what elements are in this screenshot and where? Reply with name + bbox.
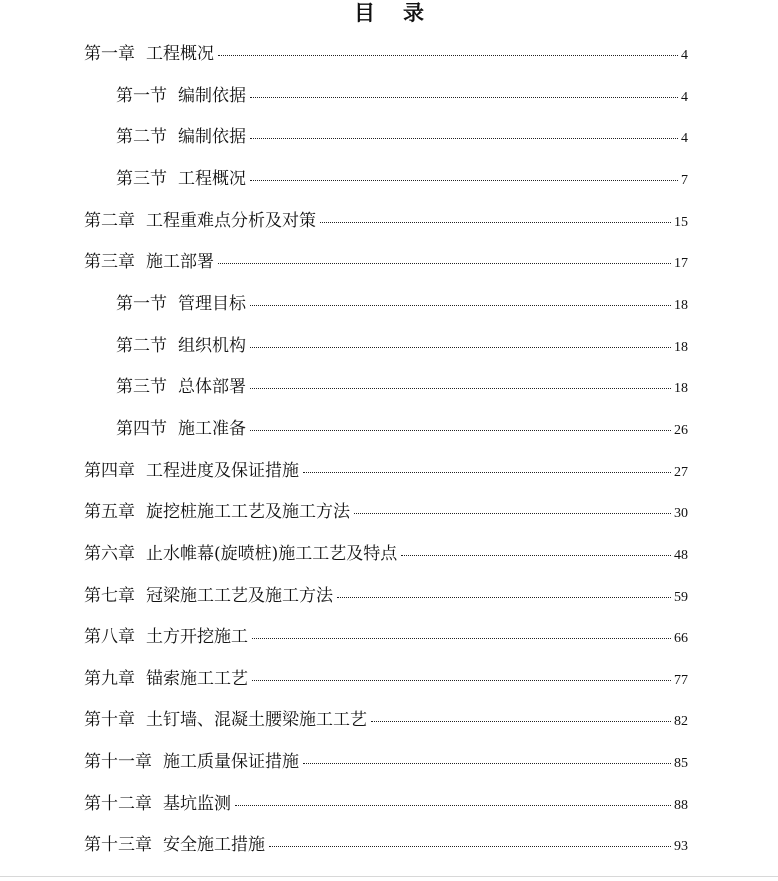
- toc-entry-leader-dots: [303, 472, 671, 473]
- toc-entry-title: 施工质量保证措施: [163, 752, 299, 772]
- toc-entry-number: 第二节: [116, 127, 167, 147]
- toc-entry-leader-dots: [371, 721, 671, 722]
- toc-entry[interactable]: [116, 125, 688, 149]
- toc-entry-title: 旋挖桩施工工艺及施工方法: [146, 502, 350, 522]
- toc-entry-title: 施工准备: [178, 419, 246, 439]
- toc-entry[interactable]: [116, 292, 688, 316]
- toc-entry-leader-dots: [250, 97, 678, 98]
- toc-entry[interactable]: [84, 500, 688, 524]
- toc-entry-leader-dots: [250, 180, 678, 181]
- toc-entry-title: 锚索施工工艺: [146, 669, 248, 689]
- toc-entry-title: 土钉墙、混凝土腰梁施工工艺: [146, 710, 367, 730]
- toc-entry-leader-dots: [269, 846, 671, 847]
- toc-entry-title: 基坑监测: [163, 794, 231, 814]
- toc-entry-number: 第七章: [84, 586, 135, 606]
- toc-entry-leader-dots: [250, 430, 671, 431]
- toc-entry-leader-dots: [337, 597, 671, 598]
- toc-entry-number: 第二节: [116, 336, 167, 356]
- toc-entry-page-number: 77: [674, 673, 688, 688]
- toc-entry-leader-dots: [250, 305, 671, 306]
- toc-entry-number: 第八章: [84, 627, 135, 647]
- toc-entry-leader-dots: [235, 805, 671, 806]
- toc-entry-leader-dots: [252, 638, 671, 639]
- toc-entry-page-number: 4: [681, 90, 688, 105]
- toc-entry-page-number: 48: [674, 548, 688, 563]
- toc-entry-leader-dots: [401, 555, 671, 556]
- toc-entry-page-number: 27: [674, 465, 688, 480]
- toc-entry-page-number: 15: [674, 215, 688, 230]
- toc-entry[interactable]: [116, 417, 688, 441]
- toc-entry-title: 工程重难点分析及对策: [146, 211, 316, 231]
- toc-entry-number: 第一节: [116, 294, 167, 314]
- toc-entry-title: 工程概况: [146, 44, 214, 64]
- toc-entry-page-number: 82: [674, 714, 688, 729]
- toc-entry-page-number: 66: [674, 631, 688, 646]
- toc-entry-leader-dots: [250, 138, 678, 139]
- toc-entry[interactable]: [116, 84, 688, 108]
- toc-entry-page-number: 7: [681, 173, 688, 188]
- toc-entry-page-number: 26: [674, 423, 688, 438]
- toc-entry-number: 第五章: [84, 502, 135, 522]
- toc-entry-title: 土方开挖施工: [146, 627, 248, 647]
- toc-entry-number: 第一章: [84, 44, 135, 64]
- toc-entry-title: 编制依据: [178, 127, 246, 147]
- toc-entry-number: 第四章: [84, 461, 135, 481]
- toc-entry[interactable]: [84, 209, 688, 233]
- toc-entry-page-number: 18: [674, 340, 688, 355]
- toc-entry-page-number: 4: [681, 131, 688, 146]
- toc-entry-title: 总体部署: [178, 377, 246, 397]
- toc-entry[interactable]: [84, 792, 688, 816]
- toc-entry[interactable]: [116, 167, 688, 191]
- toc-entry-title: 施工部署: [146, 252, 214, 272]
- toc-entry-number: 第四节: [116, 419, 167, 439]
- toc-entry-number: 第九章: [84, 669, 135, 689]
- toc-entry[interactable]: [84, 542, 688, 566]
- toc-entry-title: 止水帷幕(旋喷桩)施工工艺及特点: [146, 544, 398, 564]
- toc-entry[interactable]: [84, 459, 688, 483]
- toc-entry[interactable]: [84, 667, 688, 691]
- toc-entry-leader-dots: [250, 347, 671, 348]
- toc-entry-page-number: 18: [674, 298, 688, 313]
- toc-entry-leader-dots: [252, 680, 671, 681]
- toc-entry[interactable]: [84, 625, 688, 649]
- toc-entry-number: 第三节: [116, 377, 167, 397]
- toc-entry-title: 管理目标: [178, 294, 246, 314]
- toc-entry-title: 工程概况: [178, 169, 246, 189]
- toc-entry-page-number: 59: [674, 590, 688, 605]
- toc-entry-leader-dots: [218, 263, 671, 264]
- toc-entry-leader-dots: [218, 55, 678, 56]
- toc-title: 目录: [354, 1, 452, 25]
- toc-entry-leader-dots: [320, 222, 671, 223]
- toc-entry[interactable]: [84, 250, 688, 274]
- toc-entry-number: 第十二章: [84, 794, 152, 814]
- toc-entry-leader-dots: [354, 513, 671, 514]
- toc-entry-page-number: 93: [674, 839, 688, 854]
- toc-entry-number: 第二章: [84, 211, 135, 231]
- toc-entry-title: 组织机构: [178, 336, 246, 356]
- toc-entry[interactable]: [116, 334, 688, 358]
- toc-entry-number: 第六章: [84, 544, 135, 564]
- toc-entry-page-number: 18: [674, 381, 688, 396]
- toc-entry-page-number: 85: [674, 756, 688, 771]
- toc-entry-leader-dots: [250, 388, 671, 389]
- toc-entry-number: 第十一章: [84, 752, 152, 772]
- toc-entry-number: 第一节: [116, 86, 167, 106]
- page-bottom-divider: [0, 876, 778, 877]
- toc-entry-leader-dots: [303, 763, 671, 764]
- toc-entry-number: 第三节: [116, 169, 167, 189]
- toc-entry-number: 第十三章: [84, 835, 152, 855]
- toc-entry[interactable]: [84, 584, 688, 608]
- toc-entry[interactable]: [116, 375, 688, 399]
- toc-entry-page-number: 30: [674, 506, 688, 521]
- toc-entry[interactable]: [84, 708, 688, 732]
- toc-entry[interactable]: [84, 833, 688, 857]
- toc-entry-title: 工程进度及保证措施: [146, 461, 299, 481]
- toc-entry-number: 第十章: [84, 710, 135, 730]
- toc-entry[interactable]: [84, 42, 688, 66]
- toc-entry-number: 第三章: [84, 252, 135, 272]
- toc-entry[interactable]: [84, 750, 688, 774]
- toc-entry-page-number: 4: [681, 48, 688, 63]
- toc-entry-title: 编制依据: [178, 86, 246, 106]
- toc-entry-title: 冠梁施工工艺及施工方法: [146, 586, 333, 606]
- toc-entry-page-number: 17: [674, 256, 688, 271]
- toc-entry-title: 安全施工措施: [163, 835, 265, 855]
- toc-entry-page-number: 88: [674, 798, 688, 813]
